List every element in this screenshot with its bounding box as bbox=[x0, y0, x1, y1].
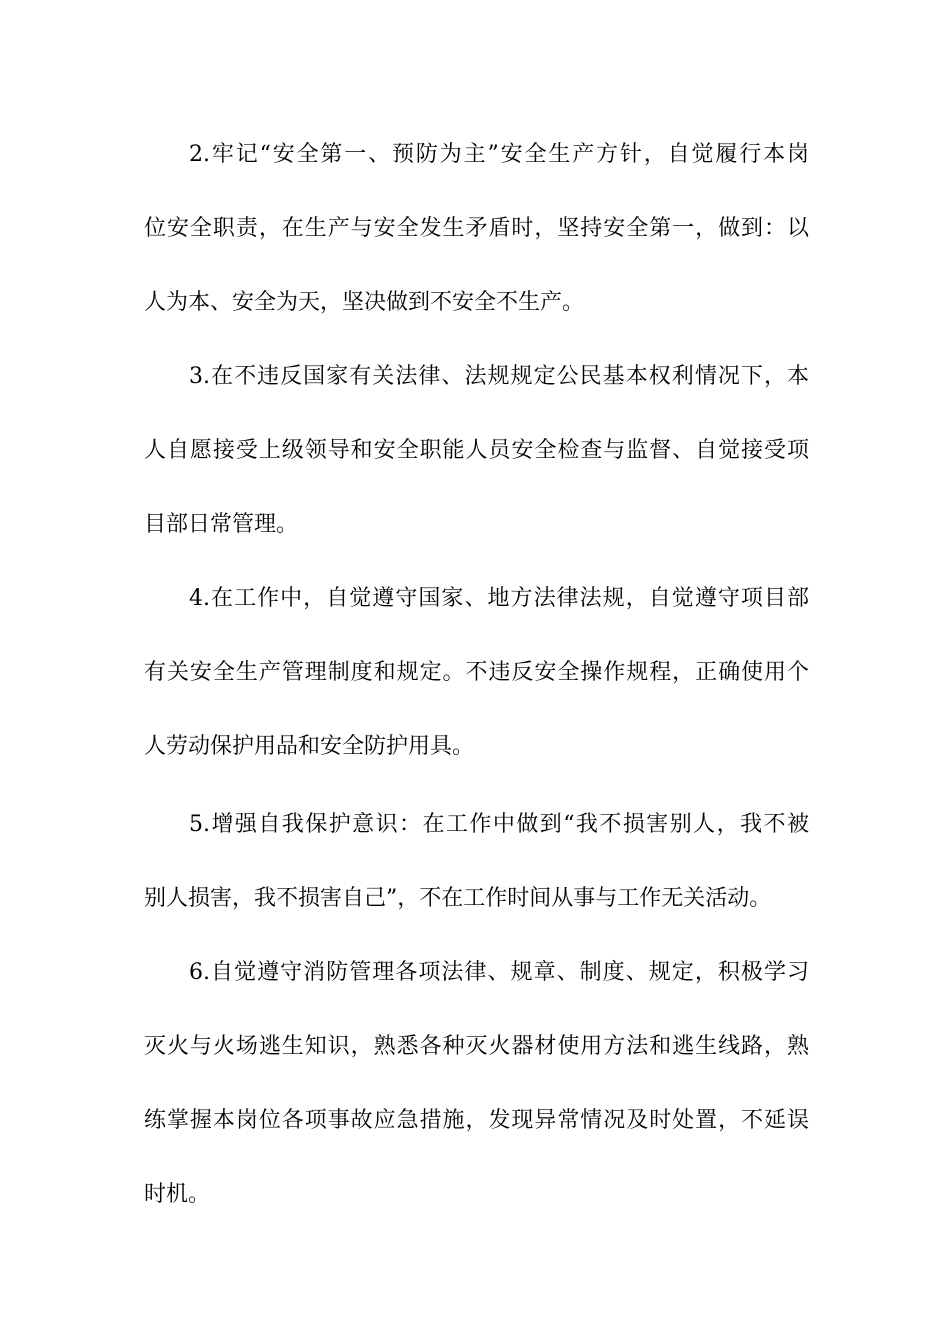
paragraph-2-line-2: 位安全职责，在生产与安全发生矛盾时，坚持安全第一，做到：以 bbox=[144, 216, 809, 241]
paragraph-5-line-1: 5.增强自我保护意识：在工作中做到“我不损害别人，我不被 bbox=[189, 812, 809, 837]
paragraph-6-line-1: 6.自觉遵守消防管理各项法律、规章、制度、规定，积极学习 bbox=[189, 960, 809, 985]
paragraph-2-line-1: 2.牢记“安全第一、预防为主”安全生产方针，自觉履行本岗 bbox=[189, 142, 809, 167]
paragraph-4-line-1: 4.在工作中，自觉遵守国家、地方法律法规，自觉遵守项目部 bbox=[189, 586, 809, 611]
paragraph-3-line-2: 人自愿接受上级领导和安全职能人员安全检查与监督、自觉接受项 bbox=[144, 438, 809, 463]
paragraph-6-line-3: 练掌握本岗位各项事故应急措施，发现异常情况及时处置，不延误 bbox=[144, 1108, 809, 1133]
paragraph-4-line-2: 有关安全生产管理制度和规定。不违反安全操作规程，正确使用个 bbox=[144, 660, 809, 685]
paragraph-3-line-3: 目部日常管理。 bbox=[144, 512, 299, 537]
paragraph-5-line-2: 别人损害，我不损害自己”，不在工作时间从事与工作无关活动。 bbox=[144, 886, 772, 911]
paragraph-2-line-3: 人为本、安全为天，坚决做到不安全不生产。 bbox=[144, 290, 585, 315]
paragraph-6-line-2: 灭火与火场逃生知识，熟悉各种灭火器材使用方法和逃生线路，熟 bbox=[144, 1034, 809, 1059]
paragraph-3-line-1: 3.在不违反国家有关法律、法规规定公民基本权利情况下，本 bbox=[189, 364, 809, 389]
paragraph-4-line-3: 人劳动保护用品和安全防护用具。 bbox=[144, 734, 475, 759]
paragraph-6-line-4: 时机。 bbox=[144, 1182, 211, 1207]
